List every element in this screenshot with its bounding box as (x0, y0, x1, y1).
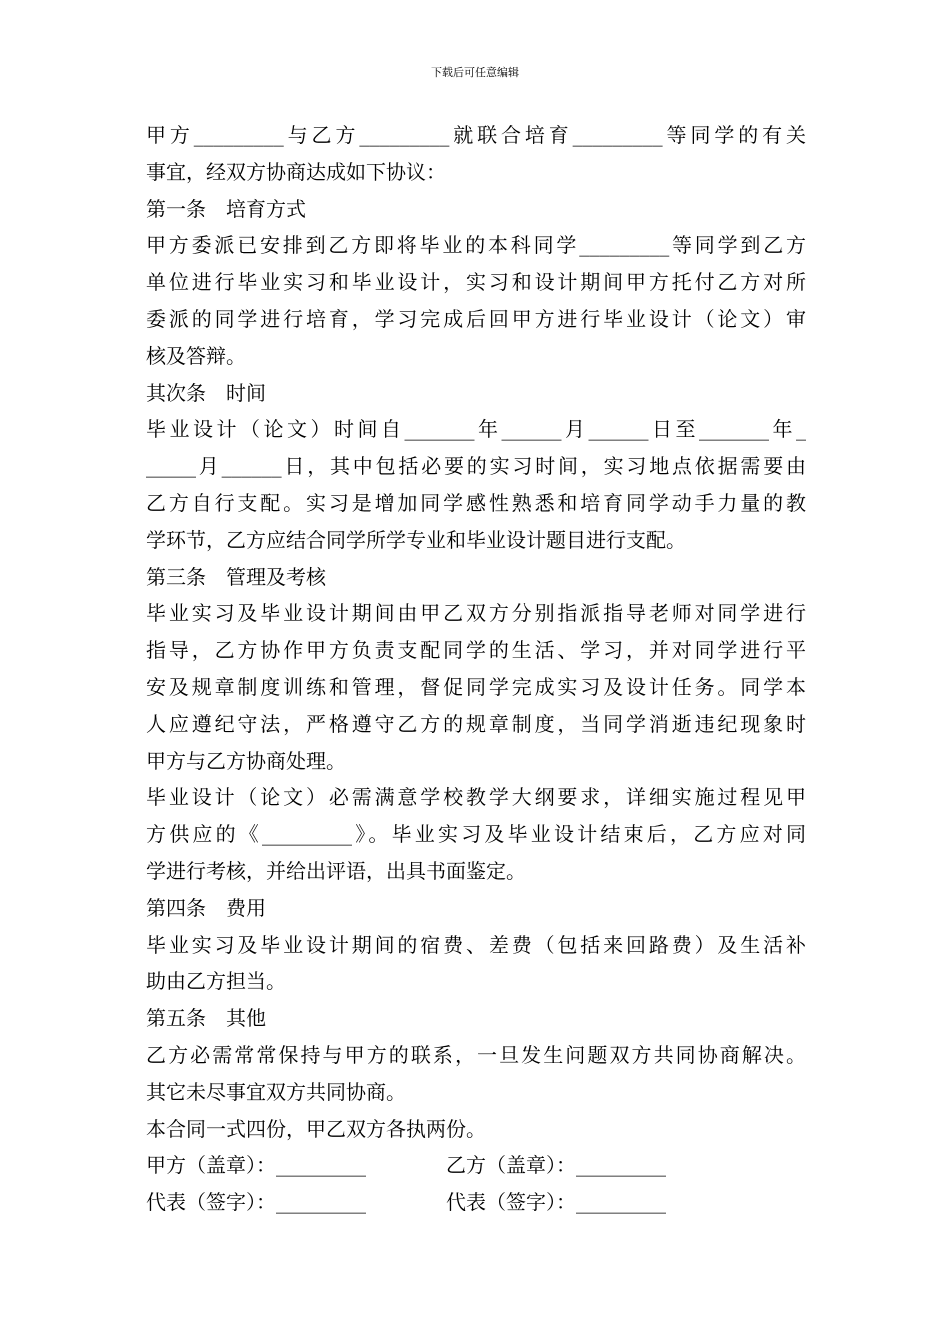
paragraph-line: 其它未尽事宜双方共同协商。 (146, 1079, 406, 1104)
paragraph-line: 事宜，经双方协商达成如下协议： (146, 159, 446, 184)
paragraph-line: 学环节，乙方应结合同学所学专业和毕业设计题目进行支配。 (146, 527, 686, 552)
section-heading: 第四条 费用 (146, 895, 266, 920)
party-a-representative-field: 代表（签字）：_________ (146, 1190, 366, 1215)
paragraph-line: 毕业实习及毕业设计期间的宿费、差费（包括来回路费）及生活补 (146, 932, 806, 957)
section-heading: 第一条 培育方式 (146, 196, 306, 221)
paragraph-line: 单位进行毕业实习和毕业设计，实习和设计期间甲方托付乙方对所 (146, 270, 806, 295)
paragraph-line: 甲方委派已安排到乙方即将毕业的本科同学_________等同学到乙方 (146, 233, 806, 258)
paragraph-line: 乙方必需常常保持与甲方的联系，一旦发生问题双方共同协商解决。 (146, 1042, 806, 1067)
paragraph-line: 核及答辩。 (146, 343, 246, 368)
paragraph-line: _____月______日，其中包括必要的实习时间，实习地点依据需要由 (146, 454, 806, 479)
party-a-seal-field: 甲方（盖章）：_________ (146, 1153, 366, 1178)
paragraph-line: 助由乙方担当。 (146, 969, 286, 994)
party-b-seal-field: 乙方（盖章）：_________ (446, 1153, 666, 1178)
paragraph-line: 毕业设计（论文）必需满意学校教学大纲要求，详细实施过程见甲 (146, 785, 806, 810)
signature-row (146, 1184, 806, 1221)
paragraph-line: 学进行考核，并给出评语，出具书面鉴定。 (146, 858, 526, 883)
paragraph-line: 委派的同学进行培育，学习完成后回甲方进行毕业设计（论文）审 (146, 306, 806, 331)
paragraph-line: 指导，乙方协作甲方负责支配同学的生活、学习，并对同学进行平 (146, 638, 806, 663)
contract-body (146, 117, 806, 1221)
paragraph-line: 方供应的《_________》。毕业实习及毕业设计结束后，乙方应对同 (146, 822, 806, 847)
paragraph-line: 乙方自行支配。实习是增加同学感性熟悉和培育同学动手力量的教 (146, 490, 806, 515)
section-heading: 其次条 时间 (146, 380, 266, 405)
paragraph-line: 人应遵纪守法，严格遵守乙方的规章制度，当同学消逝违纪现象时 (146, 711, 806, 736)
section-heading: 第五条 其他 (146, 1006, 266, 1031)
paragraph-line: 安及规章制度训练和管理，督促同学完成实习及设计任务。同学本 (146, 674, 806, 699)
party-b-representative-field: 代表（签字）：_________ (446, 1190, 666, 1215)
paragraph-line: 甲方_________与乙方_________就联合培育_________等同学的有关 (146, 123, 806, 147)
page-header-note: 下载后可任意编辑 (431, 66, 519, 79)
signature-row (146, 1147, 806, 1184)
paragraph-line: 毕业设计（论文）时间自_______年______月______日至_______年_ (146, 417, 806, 442)
section-heading: 第三条 管理及考核 (146, 564, 326, 589)
paragraph-line: 甲方与乙方协商处理。 (146, 748, 346, 773)
paragraph-line: 本合同一式四份，甲乙双方各执两份。 (146, 1116, 486, 1141)
paragraph-line: 毕业实习及毕业设计期间由甲乙双方分别指派指导老师对同学进行 (146, 601, 806, 626)
